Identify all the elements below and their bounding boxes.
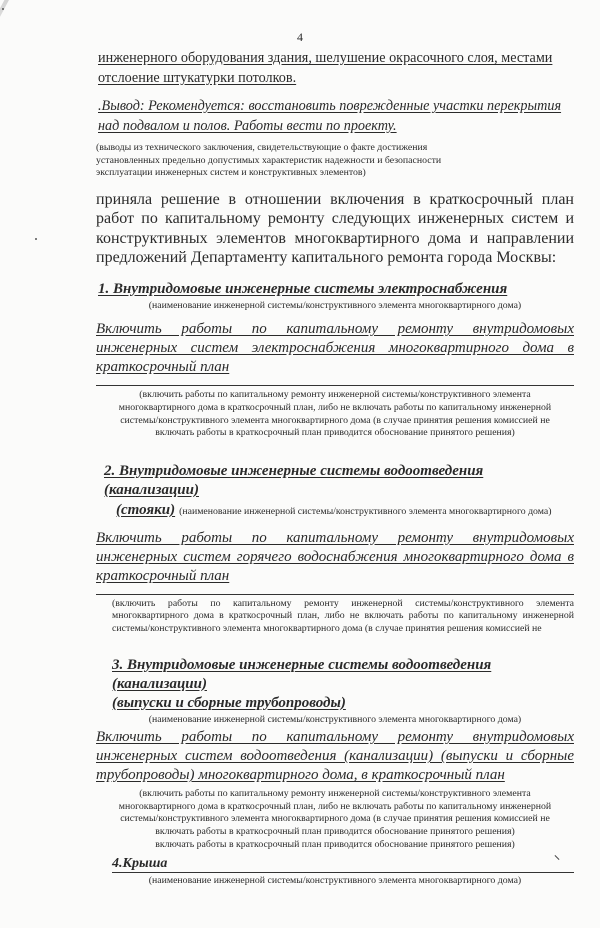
decision-text: приняла решение в отношении включения в краткосрочный план работ по капитальному ремонту следующих инженерных систем и конструктивных элементов многоквартирного дома и направлении предложений Департаменту капитального ремонта города Москвы:: [96, 190, 574, 267]
item-4-name-caption: (наименование инженерной системы/конструктивного элемента многоквартирного дома): [148, 875, 522, 887]
intro-text: [98, 48, 574, 88]
item-4-block: [112, 855, 574, 873]
caption-text: (включить работы по капитальному ремонту инженерной системы/конструктивного элемента многоквартирного дома в краткосрочный план, либо не включать работы по капитальному инженерной системы/конструктивного элемента многоквартирного дома (в случае принятия решения комиссией не включать работы в краткосрочный план приводится обоснование принятого решения): [118, 788, 552, 837]
item-3-decision: Включить работы по капитальному ремонту внутридомовых инженерных систем водоотведения (канализации) (выпуски и сборные трубопроводы) многоквартирного дома, в краткосрочный план: [96, 729, 574, 784]
item-2-name-caption: (наименование инженерной системы/конструктивного элемента многоквартирного дома): [179, 505, 552, 517]
item-3-heading: [112, 656, 574, 713]
intro-line: отслоение штукатурки потолков.: [98, 70, 297, 86]
page-number: 4: [297, 30, 303, 44]
item-2-rule: [96, 594, 574, 595]
item-1-decision-caption: (включить работы по капитальному ремонту инженерной системы/конструктивного элемента многоквартирного дома в краткосрочный план, либо не включать работы по капитальному инженерной системы/конструктивного элемента многоквартирного дома (в случае принятия решения комиссией не включать работы в краткосрочный план приводится обоснование принятого решения): [118, 389, 552, 439]
item-3-name-caption: (наименование инженерной системы/конструктивного элемента многоквартирного дома): [148, 713, 522, 725]
caption-repeat: включать работы в краткосрочный план приводится обоснование принятого решения): [155, 838, 515, 850]
conclusion-line: .Вывод: Рекомендуется: восстановить поврежденные участки перекрытия: [98, 98, 562, 114]
intro-line: инженерного оборудования здания, шелушение окрасочного слоя, местами: [98, 50, 553, 66]
item-3-heading-line: 3. Внутридомовые инженерные системы водоотведения (канализации): [112, 656, 492, 692]
conclusion-line: над подвалом и полов. Работы вести по проекту.: [98, 118, 397, 134]
item-2-decision-caption: (включить работы по капитальному ремонту инженерной системы/конструктивного элемента многоквартирного дома в краткосрочный план, либо не включать работы по капитальному инженерной системы/конструктивного элемента многоквартирного дома (в случае принятия решения комиссией не: [112, 597, 574, 634]
item-2-heading-line: 2. Внутридомовые инженерные системы водоотведения (канализации): [104, 462, 484, 498]
item-2-heading: [104, 462, 574, 521]
item-1-rule: [96, 385, 574, 386]
item-1-name-caption: (наименование инженерной системы/конструктивного элемента многоквартирного дома): [148, 299, 522, 311]
item-4-rule: [112, 872, 574, 873]
item-2-heading-line: (стояки): [116, 501, 176, 518]
item-4-heading: 4.Крыша: [112, 856, 168, 872]
item-1-heading: 1. Внутридомовые инженерные системы электроснабжения: [98, 280, 508, 297]
item-1-decision: Включить работы по капитальному ремонту внутридомовых инженерных систем электроснабжения многоквартирного дома в краткосрочный план: [96, 321, 574, 376]
conclusion-note: (выводы из технического заключения, свидетельствующие о факте достижения установленных предельно допустимых характеристик надежности и безопасности эксплуатации инженерных систем и конструктивных элементов): [96, 142, 442, 179]
item-3-heading-line: (выпуски и сборные трубопроводы): [112, 694, 346, 711]
conclusion: [98, 96, 574, 136]
item-2-decision: Включить работы по капитальному ремонту внутридомовых инженерных систем горячего водоснабжения многоквартирного дома в краткосрочный план: [96, 529, 574, 584]
